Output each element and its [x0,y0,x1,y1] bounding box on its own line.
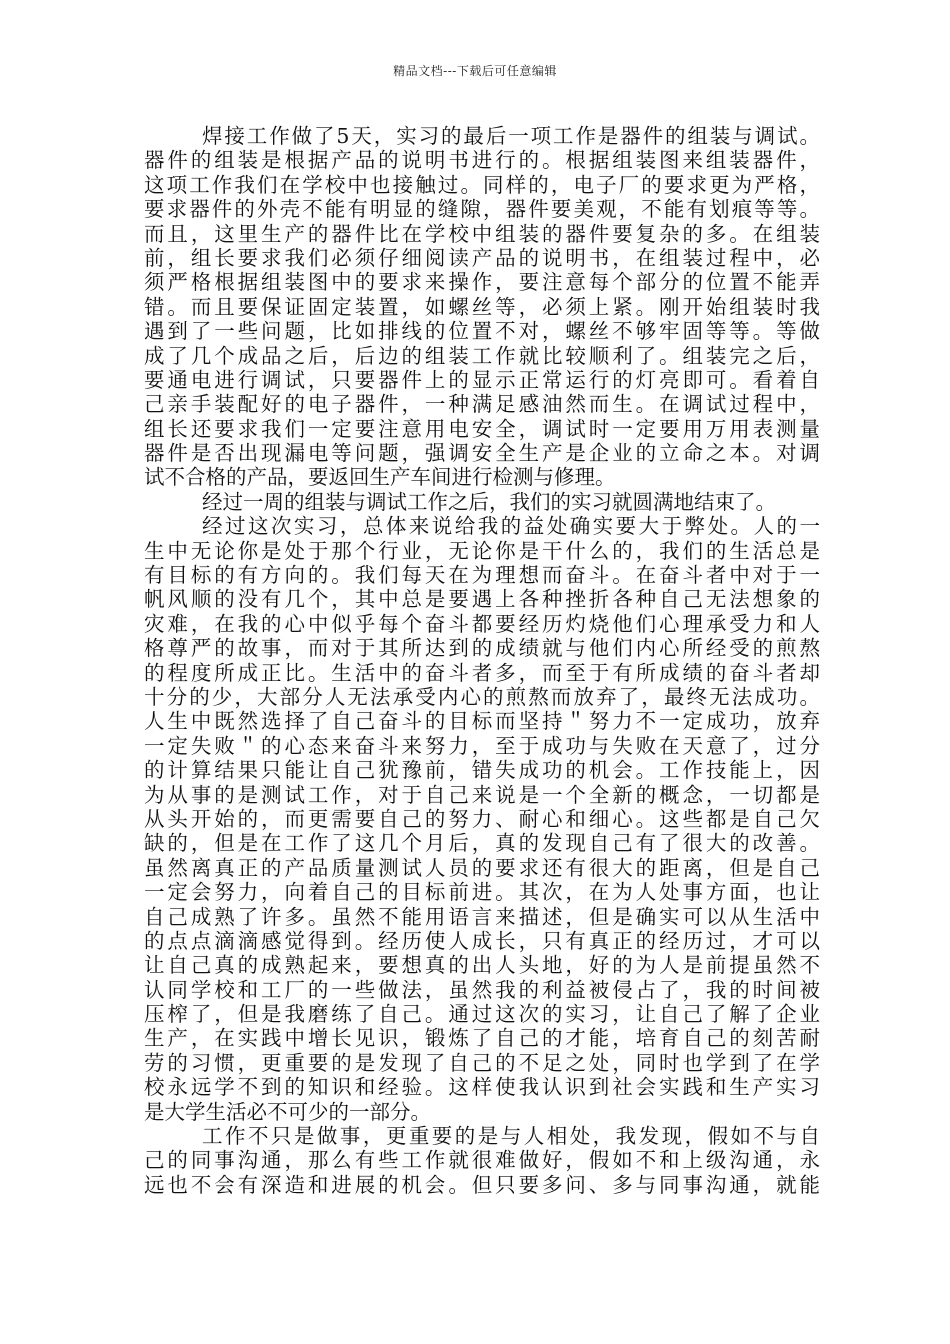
text-line: 生中无论你是处于那个行业，无论你是干什么的，我们的生活总是 [144,538,820,563]
text-line: 为从事的是测试工作，对于自己来说是一个全新的概念，一切都是 [144,782,820,807]
text-line: 的点点滴滴感觉得到。经历使人成长，只有真正的经历过，才可以 [144,928,820,953]
text-line: 成了几个成品之后，后边的组装工作就比较顺利了。组装完之后， [144,343,820,368]
text-line: 生产，在实践中增长见识，锻炼了自己的才能，培育自己的刻苦耐 [144,1026,820,1051]
paragraph-communication [144,1124,820,1197]
text-line: 前，组长要求我们必须仔细阅读产品的说明书，在组装过程中，必 [144,245,820,270]
text-line: 压榨了，但是我磨练了自己。通过这次的实习，让自己了解了企业 [144,1002,820,1027]
document-body [144,124,820,1197]
text-line: 是大学生活必不可少的一部分。 [144,1099,431,1124]
text-line: 工作不只是做事，更重要的是与人相处，我发现，假如不与自 [202,1124,820,1149]
text-line: 格尊严的故事，而对于其所达到的成绩就与他们内心所经受的煎熬 [144,636,820,661]
text-line: 己亲手装配好的电子器件，一种满足感油然而生。在调试过程中， [144,392,820,417]
text-line: 器件是否出现漏电等问题，强调安全生产是企业的立命之本。对调 [144,441,820,466]
text-line: 劳的习惯，更重要的是发现了自己的不足之处，同时也学到了在学 [144,1050,820,1075]
text-line: 遇到了一些问题，比如排线的位置不对，螺丝不够牢固等等。等做 [144,319,820,344]
paragraph-assembly [144,124,820,490]
text-line: 这项工作我们在学校中也接触过。同样的，电子厂的要求更为严格， [144,172,820,197]
text-line: 自己成熟了许多。虽然不能用语言来描述，但是确实可以从生活中 [144,904,820,929]
text-line: 要求器件的外壳不能有明显的缝隙，器件要美观，不能有划痕等等。 [144,197,820,222]
text-line: 己的同事沟通，那么有些工作就很难做好，假如不和上级沟通，永 [144,1148,820,1173]
text-line: 试不合格的产品，要返回生产车间进行检测与修理。 [144,465,616,490]
text-line: 有目标的有方向的。我们每天在为理想而奋斗。在奋斗者中对于一 [144,563,820,588]
page-header: 精品文档---下载后可任意编辑 [393,64,557,78]
text-line: 经过这次实习，总体来说给我的益处确实要大于弊处。人的一 [202,514,820,539]
text-line: 须严格根据组装图中的要求来操作，要注意每个部分的位置不能弄 [144,270,820,295]
text-line: 而且，这里生产的器件比在学校中组装的器件要复杂的多。在组装 [144,221,820,246]
text-line: 的计算结果只能让自己犹豫前，错失成功的机会。工作技能上，因 [144,758,820,783]
text-line: 人生中既然选择了自己奋斗的目标而坚持＂努力不一定成功，放弃 [144,709,820,734]
text-line: 一定会努力，向着自己的目标前进。其次，在为人处事方面，也让 [144,880,820,905]
text-line: 帆风顺的没有几个，其中总是要遇上各种挫折各种自己无法想象的 [144,587,820,612]
text-line: 虽然离真正的产品质量测试人员的要求还有很大的距离，但是自己 [144,855,820,880]
text-line: 远也不会有深造和进展的机会。但只要多问、多与同事沟通，就能 [144,1172,820,1197]
text-line: 让自己真的成熟起来，要想真的出人头地，好的为人是前提虽然不 [144,953,820,978]
text-line: 组长还要求我们一定要注意用电安全，调试时一定要用万用表测量 [144,416,820,441]
paragraph-conclusion [144,490,820,514]
text-line: 校永远学不到的知识和经验。这样使我认识到社会实践和生产实习 [144,1075,820,1100]
text-line: 焊接工作做了5天，实习的最后一项工作是器件的组装与调试。 [202,124,820,148]
text-line: 经过一周的组装与调试工作之后，我们的实习就圆满地结束了。 [202,489,776,514]
text-line: 要通电进行调试，只要器件上的显示正常运行的灯亮即可。看着自 [144,367,820,392]
text-line: 灾难，在我的心中似乎每个奋斗都要经历灼烧他们心理承受力和人 [144,611,820,636]
text-line: 从头开始的，而更需要自己的努力、耐心和细心。这些都是自己欠 [144,806,820,831]
text-line: 认同学校和工厂的一些做法，虽然我的利益被侵占了，我的时间被 [144,977,820,1002]
text-line: 错。而且要保证固定装置，如螺丝等，必须上紧。刚开始组装时我 [144,294,820,319]
text-line: 的程度所成正比。生活中的奋斗者多，而至于有所成绩的奋斗者却 [144,660,820,685]
paragraph-reflection [144,514,820,1124]
text-line: 一定失败＂的心态来奋斗来努力，至于成功与失败在天意了，过分 [144,733,820,758]
text-line: 缺的，但是在工作了这几个月后，真的发现自己有了很大的改善。 [144,831,820,856]
text-line: 器件的组装是根据产品的说明书进行的。根据组装图来组装器件， [144,148,820,173]
text-line: 十分的少，大部分人无法承受内心的煎熬而放弃了，最终无法成功。 [144,684,820,709]
